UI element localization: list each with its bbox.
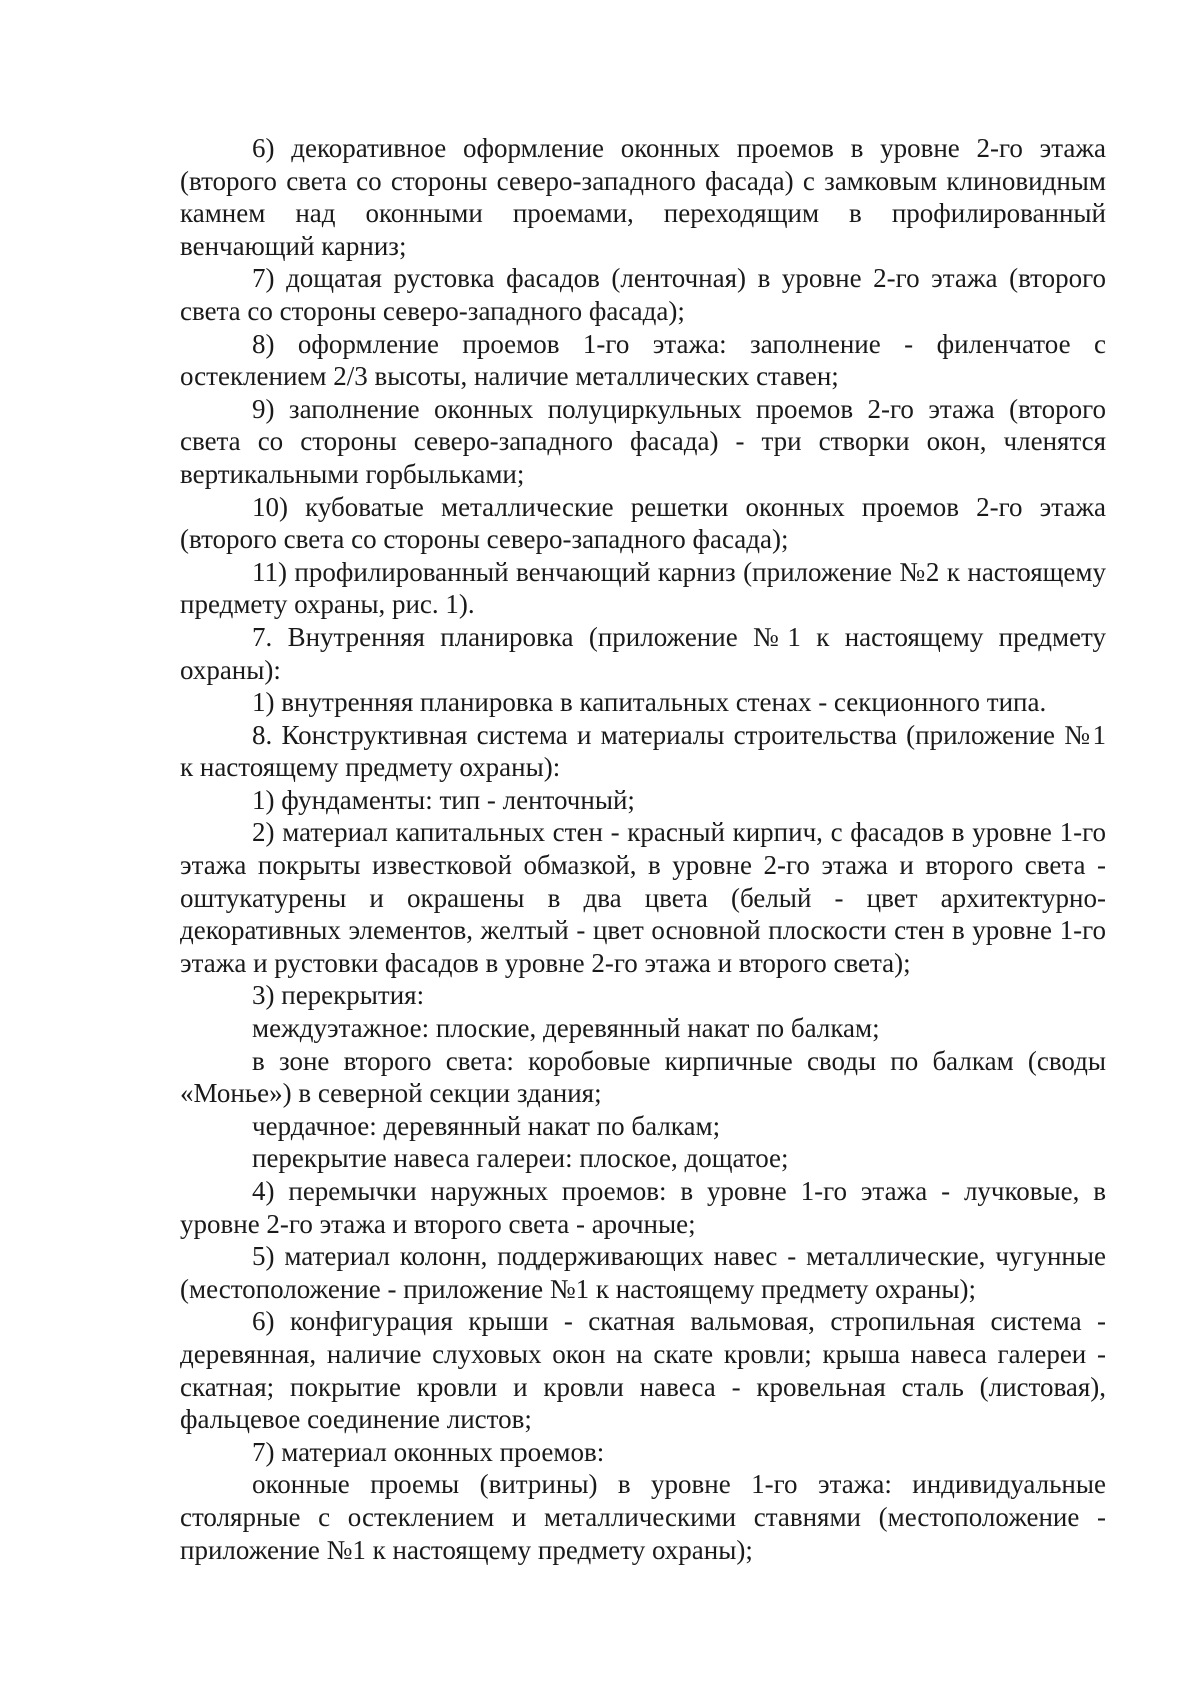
paragraph-floors-heading: 3) перекрытия: bbox=[252, 980, 425, 1011]
paragraph-item-10-metal-grilles: 10) кубоватые металлические решетки оконных проемов 2-го этажа (второго света со стороны северо-западного фасада); bbox=[180, 491, 1106, 555]
paragraph-item-9-semicircular-windows: 9) заполнение оконных полуциркульных проемов 2-го этажа (второго света со стороны северо-западного фасада) - три створки окон, членятся вертикальными горбыльками; bbox=[180, 393, 1106, 489]
section-heading-interior-layout: 7. Внутренняя планировка (приложение №1 к настоящему предмету охраны): bbox=[180, 621, 1106, 685]
paragraph-item-7-rustication: 7) дощатая рустовка фасадов (ленточная) в уровне 2-го этажа (второго света со стороны северо-западного фасада); bbox=[180, 263, 1106, 326]
paragraph-second-light-zone: в зоне второго света: коробовые кирпичные своды по балкам (своды «Монье») в северной секции здания; bbox=[180, 1045, 1106, 1109]
paragraph-interfloor: междуэтажное: плоские, деревянный накат по балкам; bbox=[252, 1013, 880, 1044]
paragraph-gallery-canopy: перекрытие навеса галереи: плоское, дощатое; bbox=[252, 1143, 789, 1174]
paragraph-interior-layout-item-1: 1) внутренняя планировка в капитальных стенах - секционного типа. bbox=[252, 687, 1047, 718]
paragraph-item-6-decorative-windows: 6) декоративное оформление оконных проемов в уровне 2-го этажа (второго света со стороны северо-западного фасада) с замковым клиновидным камнем над оконными проемами, переходящим в профилированный венчающий карниз; bbox=[180, 133, 1106, 261]
paragraph-item-11-cornice: 11) профилированный венчающий карниз (приложение №2 к настоящему предмету охраны, рис. 1). bbox=[180, 556, 1106, 620]
document-body bbox=[180, 132, 1106, 1566]
paragraph-lintels: 4) перемычки наружных проемов: в уровне 1-го этажа - лучковые, в уровне 2-го этажа и второго света - арочные; bbox=[180, 1176, 1106, 1239]
section-heading-structural-system: 8. Конструктивная система и материалы строительства (приложение №1 к настоящему предмету охраны): bbox=[180, 719, 1106, 783]
paragraph-roof: 6) конфигурация крыши - скатная вальмовая, стропильная система - деревянная, наличие слуховых окон на скате кровли; крыша навеса галереи - скатная; покрытие кровли и кровли навеса - кровельная сталь (листовая), фальцевое соединение листов; bbox=[180, 1306, 1106, 1435]
paragraph-foundations: 1) фундаменты: тип - ленточный; bbox=[252, 784, 635, 815]
paragraph-wall-material: 2) материал капитальных стен - красный кирпич, с фасадов в уровне 1-го этажа покрыты известковой обмазкой, в уровне 2-го этажа и второго света - оштукатурены и окрашены в два цвета (белый - цвет архитектурно-декоративных элементов, желтый - цвет основной плоскости стен в уровне 1-го этажа и рустовки фасадов в уровне 2-го этажа и второго света); bbox=[180, 817, 1106, 978]
paragraph-shop-windows: оконные проемы (витрины) в уровне 1-го этажа: индивидуальные столярные с остеклением и металлическими ставнями (местоположение - приложение №1 к настоящему предмету охраны); bbox=[180, 1469, 1106, 1565]
paragraph-attic: чердачное: деревянный накат по балкам; bbox=[252, 1110, 721, 1141]
paragraph-columns: 5) материал колонн, поддерживающих навес - металлические, чугунные (местоположение - приложение №1 к настоящему предмету охраны); bbox=[180, 1241, 1106, 1304]
paragraph-item-8-openings-first-floor: 8) оформление проемов 1-го этажа: заполнение - филенчатое с остеклением 2/3 высоты, наличие металлических ставен; bbox=[180, 328, 1106, 392]
paragraph-window-material-heading: 7) материал оконных проемов: bbox=[252, 1436, 605, 1467]
